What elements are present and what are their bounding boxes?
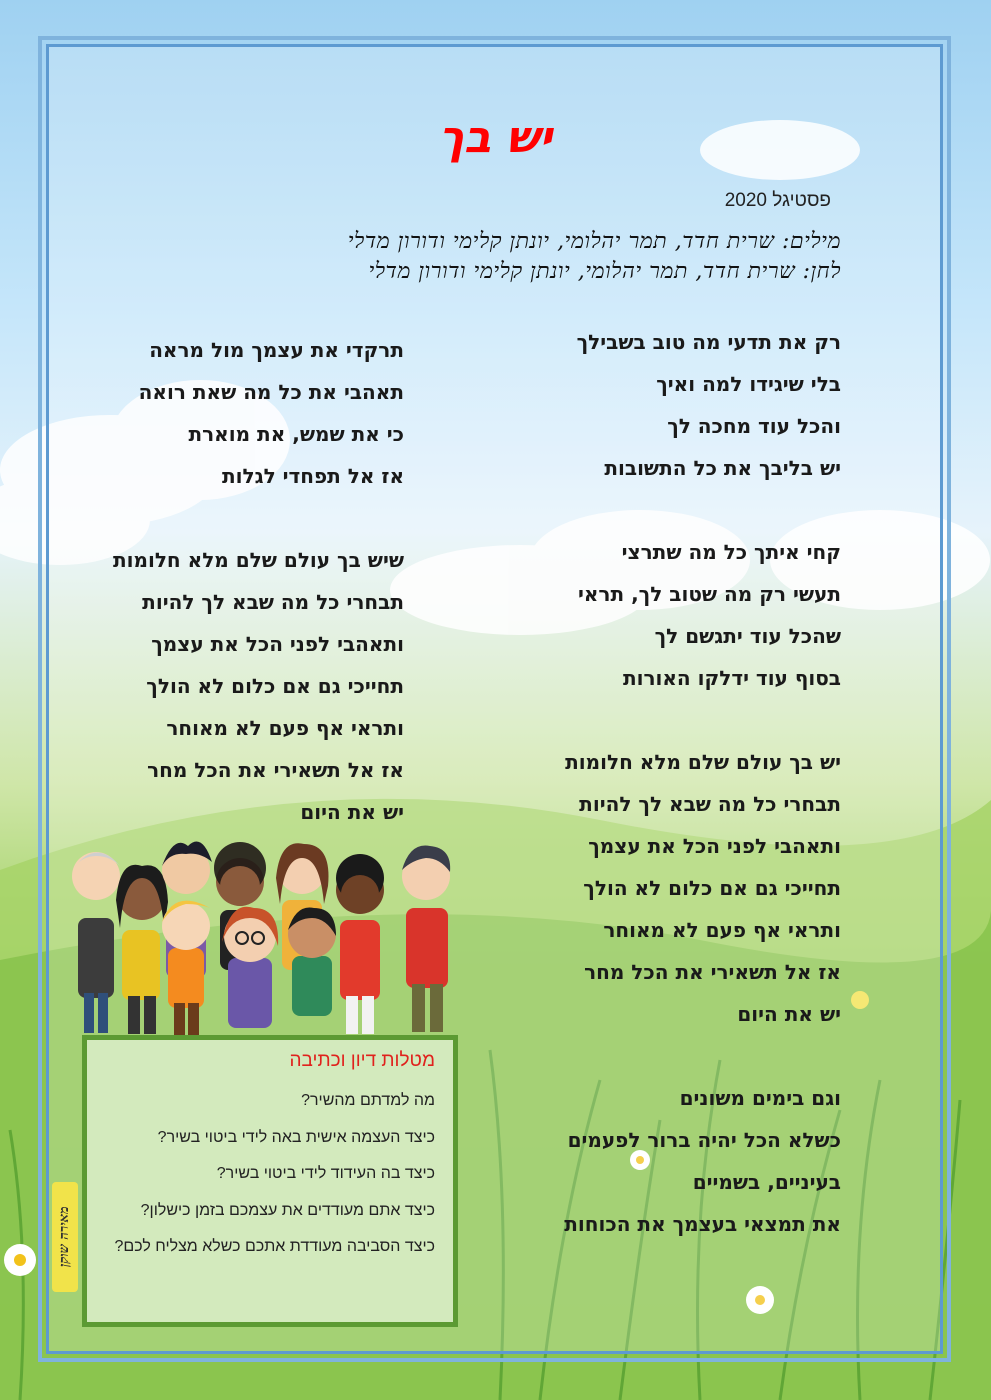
task-question: כיצד בה העידוד לידי ביטוי בשיר? [216, 1165, 435, 1182]
lyrics-credit: מילים: שרית חדד, תמר יהלומי, יונתן קלימי ודורון מדלי [347, 229, 841, 254]
kid-figure [288, 907, 336, 1016]
tasks-list [114, 1092, 435, 1275]
task-question: כיצד הסביבה מעודדת אתכם כשלא מצליח לכם? [114, 1238, 435, 1255]
music-credit: לחן: שרית חדד, תמר יהלומי, יונתן קלימי ודורון מדלי [368, 259, 841, 284]
kid-figure [72, 852, 120, 1033]
chorus-2 [64, 546, 404, 840]
lyric-line: כשלא הכל יהיה ברור לפעמים [567, 1128, 841, 1152]
lyric-line: יש את היום [737, 1002, 841, 1026]
lyric-line: תבחרי כל מה שבא לך להיות [142, 590, 404, 614]
lyric-line: יש בך עולם שלם מלא חלומות [565, 750, 841, 774]
lyric-line: ותראי אף פעם לא מאוחר [603, 918, 841, 942]
lyric-line: ותאהבי לפני הכל את עצמך [151, 632, 404, 656]
author-signature: מאירה שוקן [52, 1182, 78, 1292]
lyric-line: יש את היום [300, 800, 404, 824]
lyric-line: שהכל עוד יתגשם לך [654, 624, 841, 648]
lyric-line: ותאהבי לפני הכל את עצמך [588, 834, 841, 858]
lyric-line: שיש בך עולם שלם מלא חלומות [112, 548, 404, 572]
tasks-title: מטלות דיון וכתיבה [289, 1050, 435, 1071]
lyric-line: בעיניים, בשמיים [692, 1170, 841, 1194]
kid-figure [402, 846, 450, 1033]
task-question: כיצד אתם מעודדים את עצמכם בזמן כישלון? [140, 1201, 435, 1219]
discussion-tasks-box [82, 1035, 458, 1327]
lyric-line: והכל עוד מחכה לך [667, 414, 841, 438]
lyric-line: תחייכי גם אם כלום לא הולך [583, 876, 841, 900]
lyric-line: ותראי אף פעם לא מאוחר [166, 716, 404, 740]
kid-figure [162, 901, 210, 1035]
lyric-line: כי את שמש, את מוארת [188, 422, 404, 446]
song-title: יש בך [438, 112, 553, 163]
lyric-line: תחייכי גם אם כלום לא הולך [146, 674, 404, 698]
lyric-line: בלי שיגידו למה ואיך [656, 372, 841, 396]
lyric-line: אז אל תפחדי לגלות [222, 464, 404, 488]
lyric-line: רק את תדעי מה טוב בשבילך [576, 330, 841, 354]
verse-2 [501, 538, 841, 706]
lyric-line: תאהבי את כל מה שאת רואה [138, 380, 404, 404]
festival-label: פסטיגל 2020 [724, 190, 831, 211]
lyrics-right-column [501, 328, 841, 1294]
chorus-1 [501, 748, 841, 1042]
lyrics-left-column [64, 336, 404, 882]
lyric-line: תרקדי את עצמך מול מראה [149, 338, 404, 362]
lyric-line: אז אל תשאירי את הכל מחר [584, 960, 841, 984]
lyric-line: תבחרי כל מה שבא לך להיות [579, 792, 841, 816]
verse-4 [64, 336, 404, 504]
kid-figure [116, 865, 168, 1034]
verse-3 [501, 1084, 841, 1252]
lyric-line: קחי איתך כל מה שתרצי [621, 540, 841, 564]
kids-illustration [70, 838, 480, 1038]
lyric-line: בסוף עוד ידלקו האורות [622, 666, 841, 690]
lyric-line: וגם בימים משונים [679, 1086, 841, 1110]
verse-1 [501, 328, 841, 496]
kid-figure [222, 907, 278, 1028]
lyric-line: תעשי רק מה שטוב לך, תראי [577, 582, 841, 606]
lyric-line: אז אל תשאירי את הכל מחר [147, 758, 404, 782]
task-question: מה למדתם מהשיר? [301, 1092, 435, 1109]
task-question: כיצד העצמה אישית באה לידי ביטוי בשיר? [157, 1128, 435, 1146]
kid-figure [336, 854, 384, 1034]
lyric-line: יש בליבך את כל התשובות [604, 456, 841, 480]
lyric-line: את תמצאי בעצמך את הכוחות [564, 1212, 841, 1236]
